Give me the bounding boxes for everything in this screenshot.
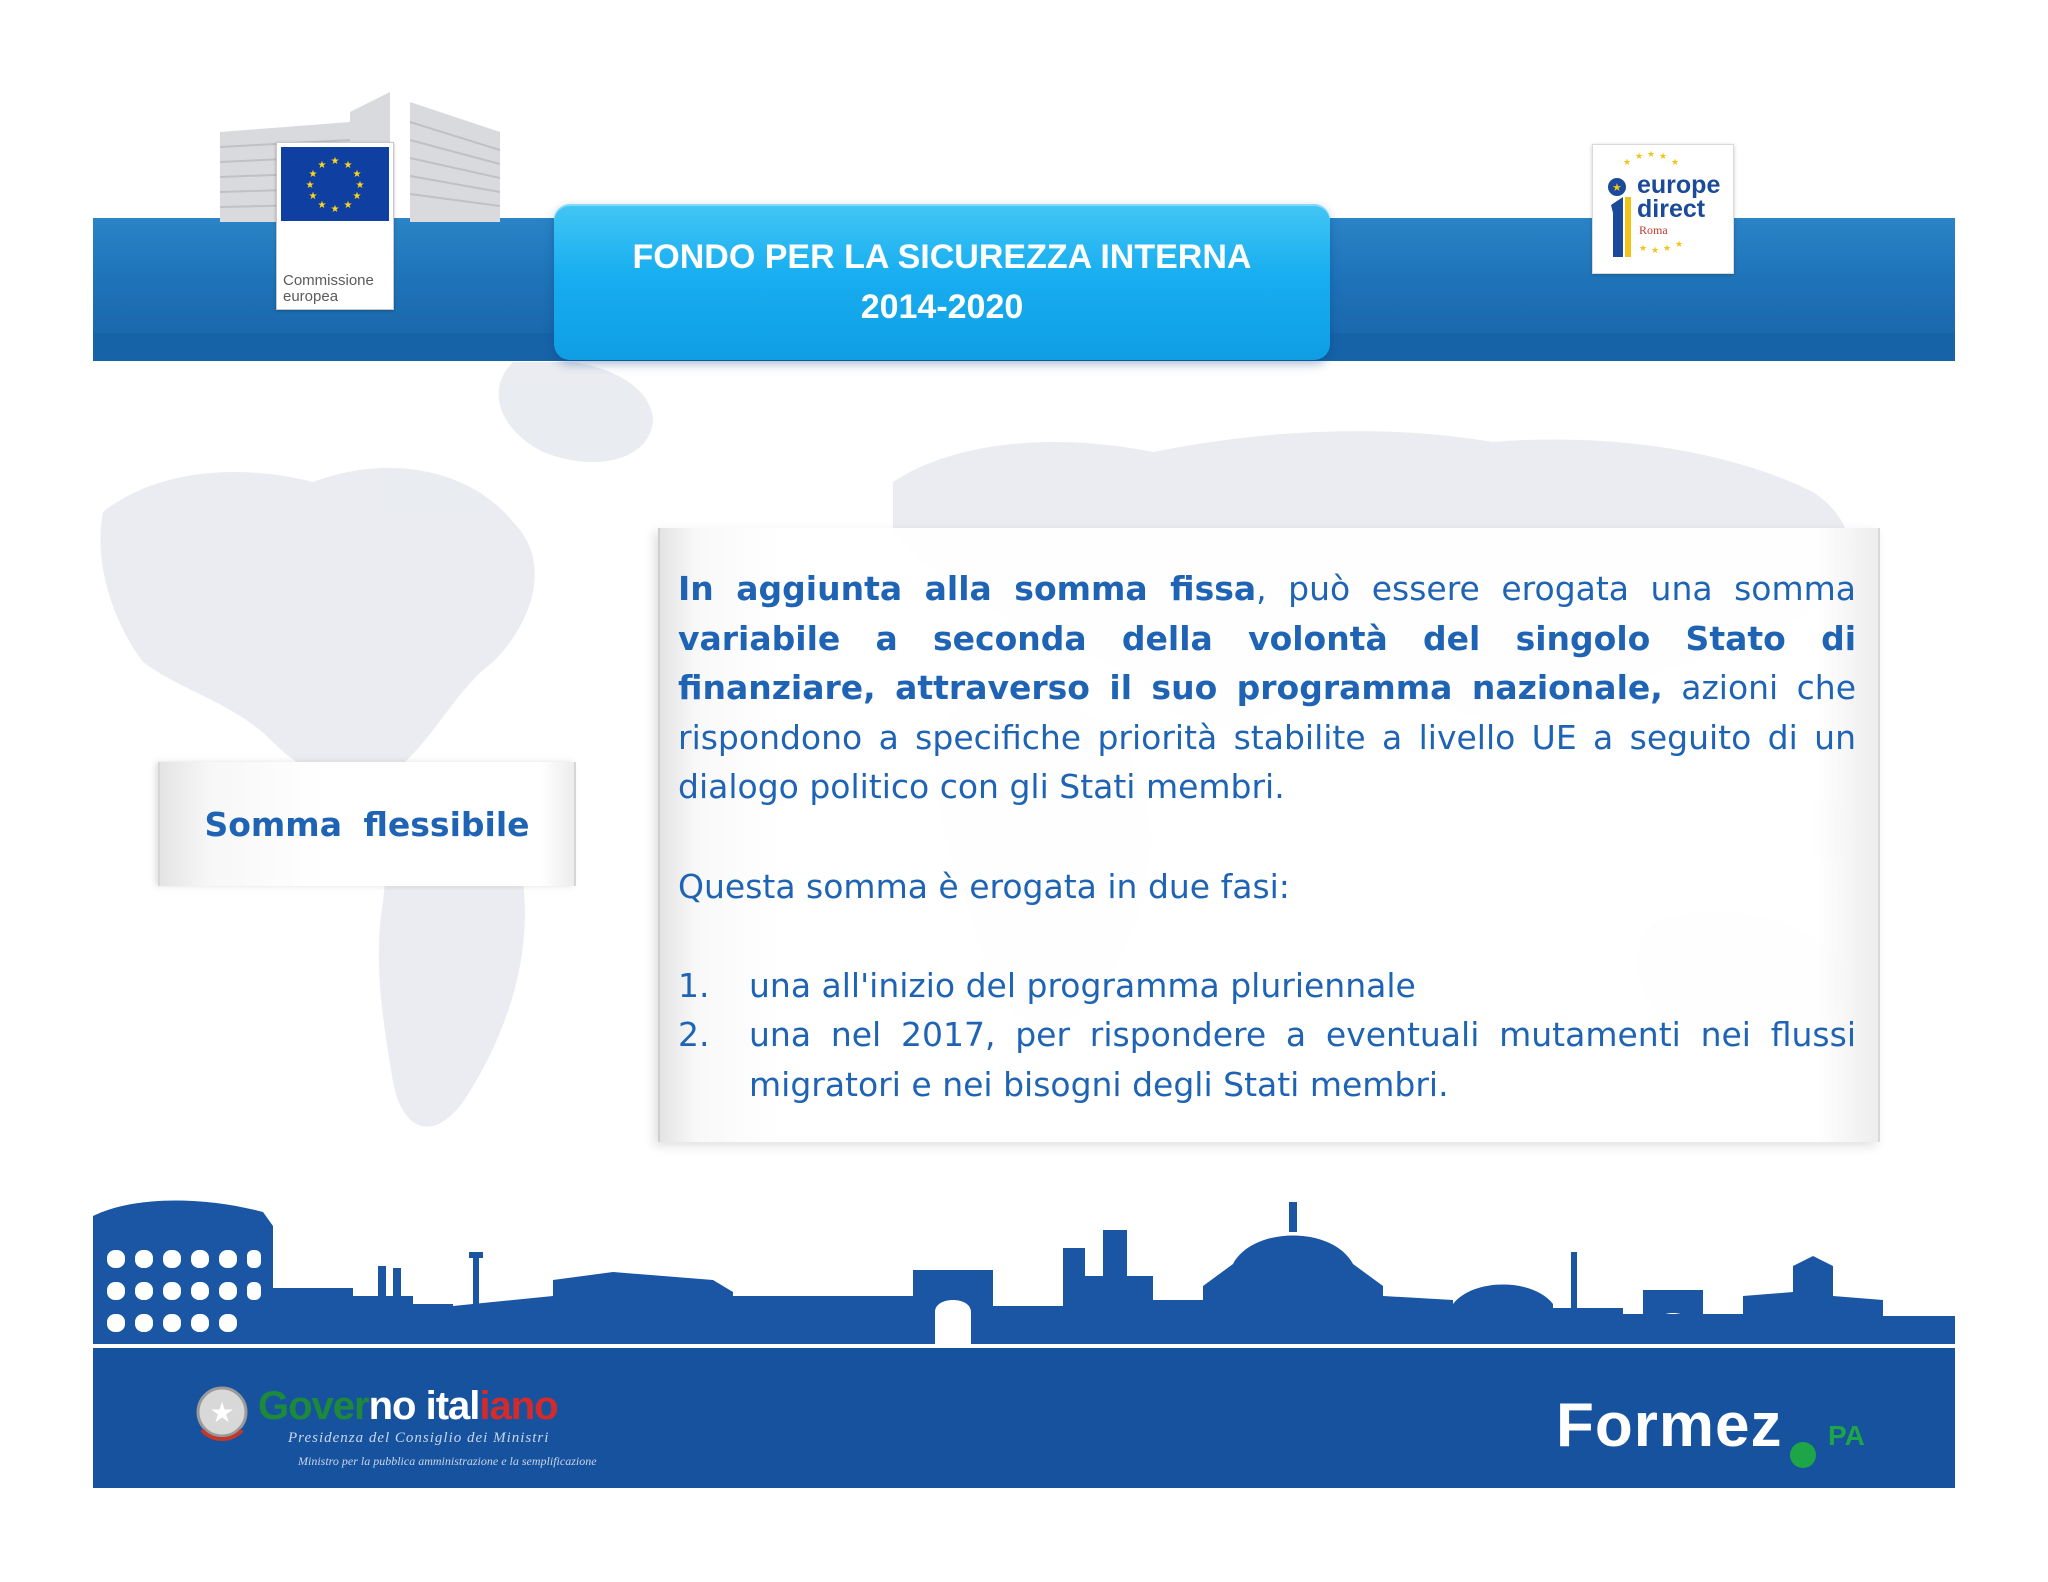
svg-text:★: ★: [1623, 158, 1632, 168]
p1-plain-2: azioni che rispondono a specifiche priorità stabilite a livello UE a seguito di un dialogo politico con gli Stati membri.: [678, 668, 1857, 807]
svg-text:★: ★: [209, 1396, 235, 1429]
svg-text:★: ★: [352, 191, 362, 202]
ec-label-line1: Commissione: [283, 272, 374, 289]
ed-city: Roma: [1639, 223, 1668, 237]
eu-flag-card: [276, 142, 394, 310]
ec-logo-label: [283, 273, 391, 305]
gov-subtitle-1: Presidenza del Consiglio dei Ministri: [288, 1430, 550, 1446]
svg-text:★: ★: [1635, 152, 1644, 162]
ed-line1: europe: [1637, 171, 1721, 199]
svg-text:★: ★: [352, 169, 362, 180]
svg-text:★: ★: [305, 180, 315, 191]
gov-part2: no ital: [368, 1384, 480, 1428]
svg-text:★: ★: [343, 160, 353, 171]
eu-flag: [281, 147, 389, 221]
svg-text:★: ★: [1675, 240, 1684, 250]
italian-emblem-icon: [192, 1384, 252, 1444]
svg-text:★: ★: [1647, 150, 1656, 160]
p1-plain-1: , può essere erogata una somma: [1256, 569, 1856, 608]
gov-subtitle-2: Ministro per la pubblica amministrazione e la semplificazione: [298, 1454, 597, 1468]
paragraph-1: [678, 564, 1856, 812]
svg-text:★: ★: [1612, 181, 1622, 194]
svg-text:★: ★: [308, 169, 318, 180]
svg-text:★: ★: [330, 204, 340, 215]
list-number: 2.: [678, 1015, 710, 1055]
european-commission-logo: [220, 92, 500, 305]
gov-part3: iano: [479, 1384, 558, 1428]
slide-title-line2: 2014-2020: [860, 288, 1024, 326]
svg-text:★: ★: [1639, 244, 1648, 254]
svg-text:★: ★: [1663, 244, 1672, 254]
svg-text:★: ★: [355, 180, 365, 191]
ec-label-line2: europea: [283, 288, 339, 305]
svg-text:★: ★: [1659, 152, 1668, 162]
eu-stars-icon: [281, 147, 389, 221]
formez-dot-icon: [1790, 1442, 1816, 1468]
governo-italiano-wordmark: [258, 1384, 558, 1428]
p1-bold-1: In aggiunta alla somma fissa: [678, 569, 1257, 608]
svg-text:★: ★: [308, 191, 318, 202]
formez-pa-text: PA: [1828, 1420, 1865, 1451]
section-label-box: [158, 762, 576, 886]
list-text: una nel 2017, per rispondere a eventuali mutamenti nei flussi migratori e nei bisogni degli Stati membri.: [749, 1015, 1856, 1104]
svg-text:★: ★: [1651, 246, 1660, 256]
svg-text:★: ★: [317, 200, 327, 211]
section-label: Somma flessibile: [204, 804, 530, 844]
p1-bold-2: variabile a seconda della volontà del singolo Stato di finanziare, attraverso il suo programma nazionale,: [678, 618, 1856, 708]
europe-direct-wordmark: [1637, 173, 1720, 221]
formez-logo-text: Formez: [1556, 1391, 1783, 1460]
ed-line2: direct: [1637, 195, 1706, 223]
list-item: [678, 961, 1856, 1011]
list-number: 1.: [678, 965, 710, 1005]
rome-skyline: [93, 1196, 1955, 1348]
slide-title: [554, 204, 1330, 360]
content-text: [678, 564, 1856, 1110]
slide-title-line1: FONDO PER LA SICUREZZA INTERNA: [632, 238, 1252, 276]
europe-direct-logo: [1592, 144, 1734, 274]
svg-text:★: ★: [343, 200, 353, 211]
svg-text:★: ★: [317, 160, 327, 171]
svg-text:★: ★: [1671, 158, 1680, 168]
svg-text:★: ★: [330, 156, 340, 167]
list-text: una all'inizio del programma pluriennale: [749, 965, 1416, 1005]
paragraph-2: Questa somma è erogata in due fasi:: [678, 866, 1290, 906]
governo-italiano-logo: [192, 1384, 642, 1474]
list-item: [678, 1010, 1856, 1109]
gov-part1: Gover: [258, 1384, 369, 1428]
